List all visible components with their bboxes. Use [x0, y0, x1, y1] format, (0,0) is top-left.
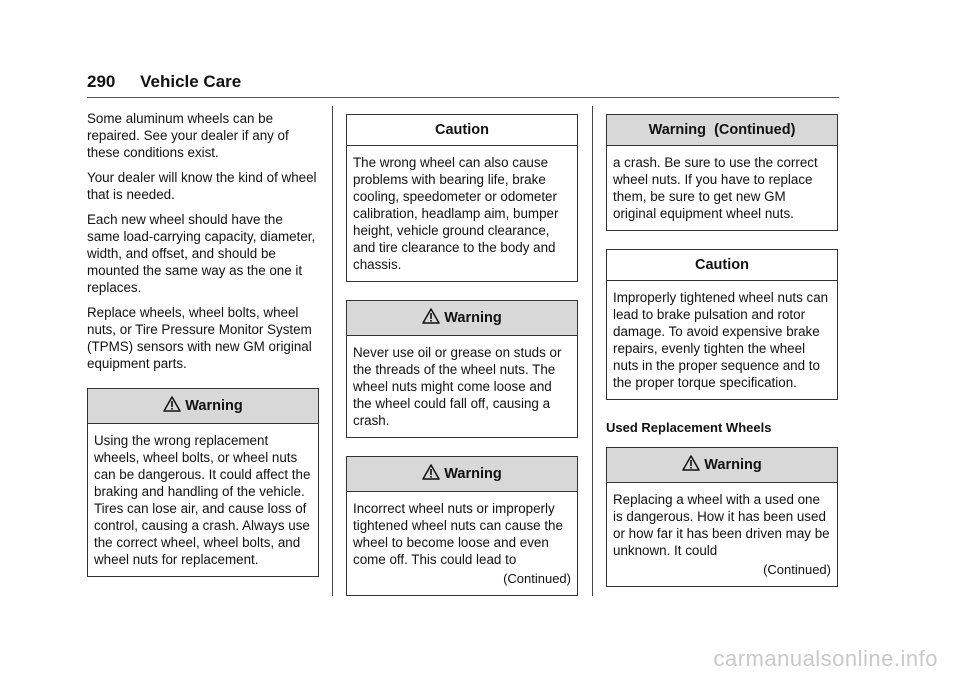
warning-header	[347, 301, 577, 336]
warning-header	[347, 457, 577, 492]
column-3	[606, 114, 838, 605]
warning-box	[87, 388, 319, 577]
warning-box	[346, 300, 578, 438]
column-2	[346, 114, 578, 614]
caution-header: Caution	[347, 115, 577, 146]
caution-box	[606, 249, 838, 400]
column-1	[87, 110, 319, 595]
warning-body: Never use oil or grease on studs or the threads of the wheel nuts. The wheel nuts might come loose and the wheel could fall off, causing a crash.	[353, 345, 562, 428]
warning-box	[346, 456, 578, 596]
caution-body: Improperly tightened wheel nuts can lead to brake pulsation and rotor damage. To avoid expensive brake repairs, evenly tighten the wheel nuts in the proper sequence and to the proper torque specification.	[613, 290, 829, 390]
page-header	[87, 72, 241, 92]
column-divider-1	[332, 106, 333, 596]
warning-header: Warning (Continued)	[607, 115, 837, 146]
warning-text: Incorrect wheel nuts or improperly tightened wheel nuts can cause the wheel to become loose and even come off. This could lead to	[353, 501, 563, 567]
warning-header	[607, 448, 837, 483]
caution-header: Caution	[607, 250, 837, 281]
paragraph: Your dealer will know the kind of wheel that is needed.	[87, 170, 317, 202]
warning-box	[606, 447, 838, 587]
page-number: 290	[87, 72, 116, 91]
warning-triangle-icon	[163, 396, 181, 416]
caution-body: The wrong wheel can also cause problems with bearing life, brake cooling, speedometer or odometer calibration, headlamp aim, bumper height, vehicle ground clearance, and tire clearance to the body and chassis.	[353, 155, 559, 272]
warning-header	[88, 389, 318, 424]
paragraph: Replace wheels, wheel bolts, wheel nuts, or Tire Pressure Monitor System (TPMS) sensors with new GM original equipment parts.	[87, 305, 312, 371]
warning-title: Warning	[185, 398, 243, 414]
warning-triangle-icon	[422, 308, 440, 328]
warning-body: Using the wrong replacement wheels, wheel bolts, or wheel nuts can be dangerous. It could affect the braking and handling of the vehicle. Tires can lose air, and cause loss of control, causing a crash. Always use the correct wheel, wheel bolts, and wheel nuts for replacement.	[94, 433, 311, 567]
warning-body	[347, 492, 577, 595]
header-divider	[87, 97, 839, 98]
section-title: Vehicle Care	[140, 72, 242, 91]
warning-body	[607, 483, 837, 586]
continued-label: (Continued)	[503, 571, 571, 586]
warning-text: Replacing a wheel with a used one is dangerous. How it has been used or how far it has been driven may be unknown. It could	[613, 492, 830, 558]
warning-triangle-icon	[682, 455, 700, 475]
warning-box	[606, 114, 838, 231]
warning-title: Warning	[444, 466, 502, 482]
warning-title: Warning	[444, 310, 502, 326]
warning-body: a crash. Be sure to use the correct wheel nuts. If you have to replace them, be sure to get new GM original equipment wheel nuts.	[613, 155, 818, 221]
paragraph: Some aluminum wheels can be repaired. See your dealer if any of these conditions exist.	[87, 111, 289, 160]
paragraph: Each new wheel should have the same load-carrying capacity, diameter, width, and offset, and should be mounted the same way as the one it replaces.	[87, 212, 316, 295]
warning-title: Warning	[704, 457, 762, 473]
column-divider-2	[592, 106, 593, 596]
warning-triangle-icon	[422, 464, 440, 484]
continued-label: (Continued)	[763, 562, 831, 577]
subheading: Used Replacement Wheels	[606, 420, 772, 435]
watermark: carmanualsonline.info	[713, 646, 938, 671]
caution-box	[346, 114, 578, 282]
